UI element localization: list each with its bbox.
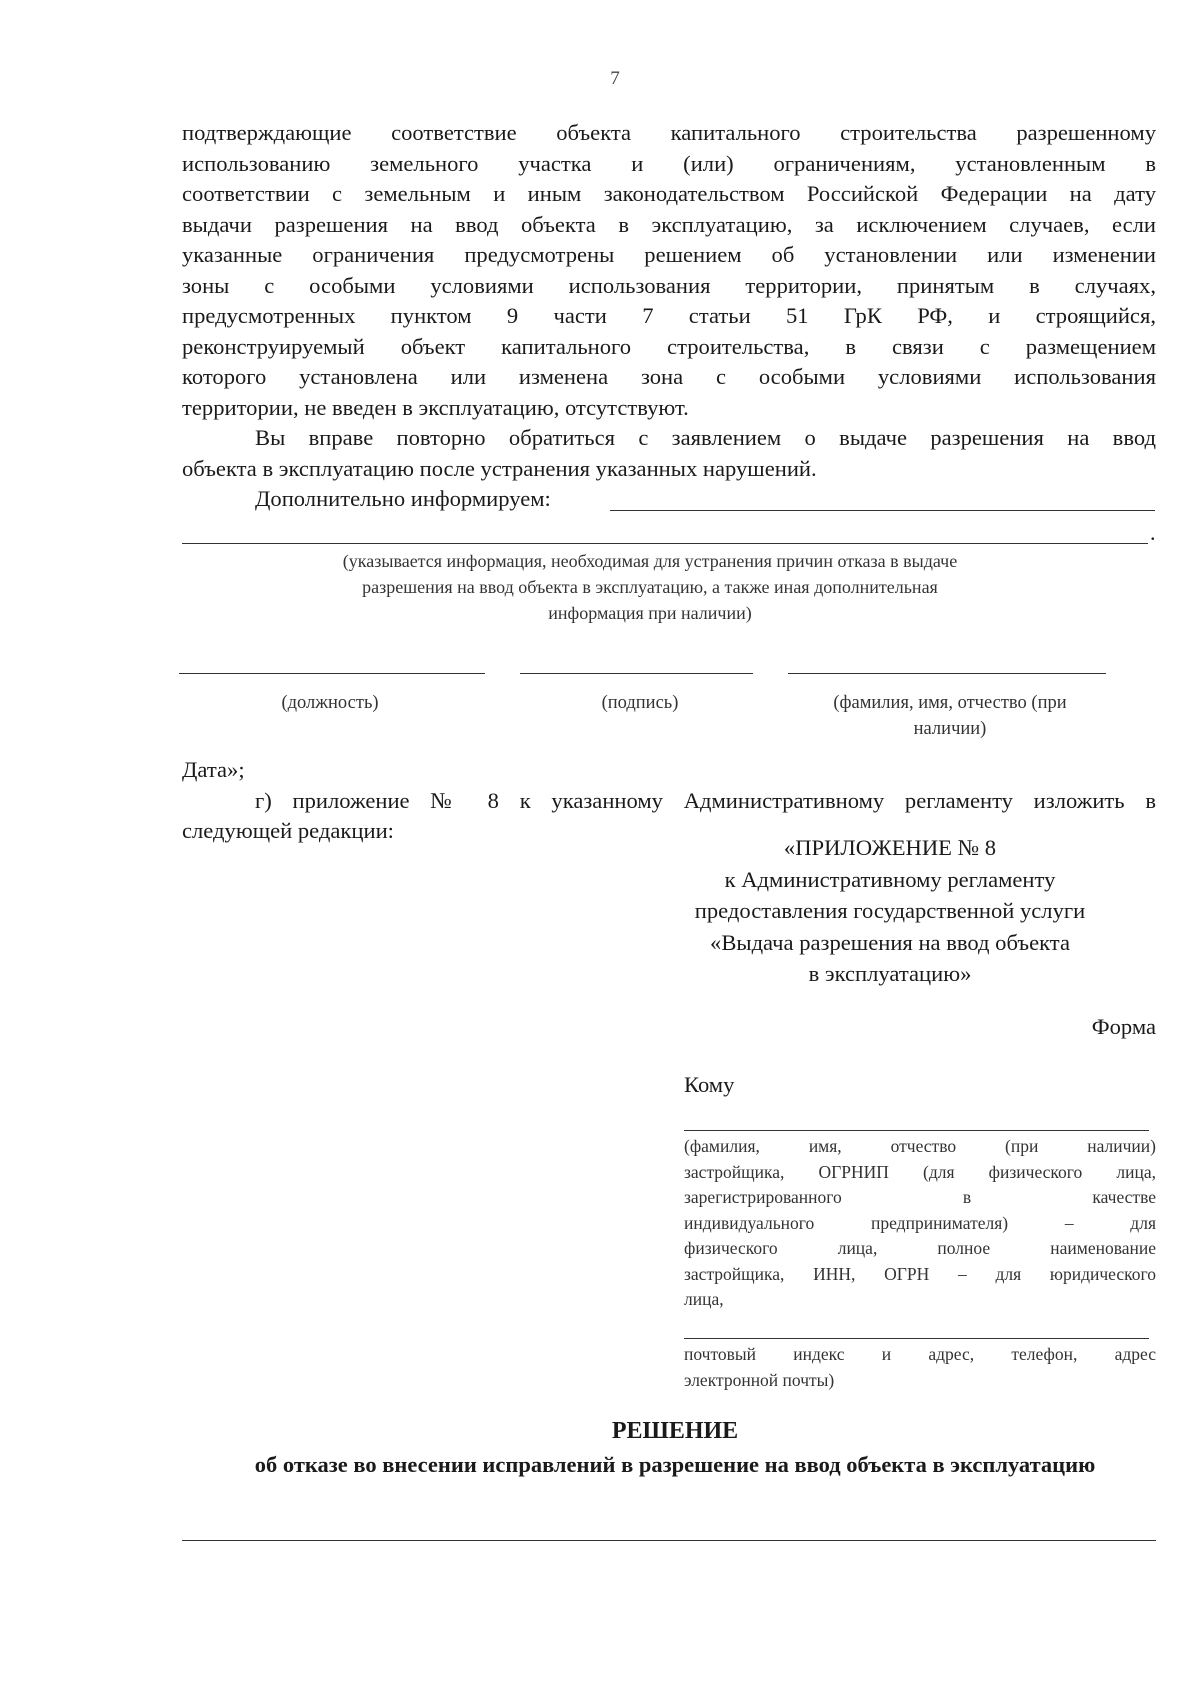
name-caption xyxy=(790,690,1110,742)
note-line: застройщика, ИНН, ОГРН – для юридического xyxy=(684,1263,1156,1284)
appendix-header xyxy=(660,832,1120,990)
appendix-line: к Административному регламенту xyxy=(724,866,1056,892)
appendix-line: предоставления государственной услуги xyxy=(694,898,1086,923)
text-line: г) приложение № 8 к указанному Административному регламенту изложить в xyxy=(255,787,1156,813)
position-caption: (должность) xyxy=(281,693,379,713)
decision-subtitle: об отказе во внесении исправлений в разрешение на ввод объекта в эксплуатацию xyxy=(254,1452,1096,1477)
additional-info-line-2 xyxy=(182,543,1148,544)
caption-line: (фамилия, имя, отчество (при xyxy=(833,693,1067,713)
date-label: Дата»; xyxy=(182,757,245,782)
text-line: зоны с особыми условиями использования территории, принятым в случаях, xyxy=(182,272,1156,298)
recipient-note xyxy=(684,1134,1156,1313)
name-line xyxy=(788,673,1106,674)
text-line: которого установлена или изменена зона с особыми условиями использования xyxy=(182,364,1156,389)
text-line: предусмотренных пунктом 9 части 7 статьи 51 ГрК РФ, и строящийся, xyxy=(182,303,1156,328)
note-line: почтовый индекс и адрес, телефон, адрес xyxy=(684,1344,1156,1364)
decision-fill-line xyxy=(182,1540,1156,1541)
line-end-dot: . xyxy=(1150,520,1156,545)
note-line: зарегистрированного в качестве xyxy=(684,1187,1156,1207)
date-paragraph xyxy=(182,755,1156,786)
additional-info-line-1 xyxy=(610,510,1155,511)
note-line: разрешения на ввод объекта в эксплуатацию, а также иная дополнительная xyxy=(362,577,938,597)
note-line: информация при наличии) xyxy=(548,603,752,623)
caption-line: наличии) xyxy=(913,719,987,739)
text-line: соответствии с земельным и иным законодательством Российской Федерации на дату xyxy=(182,181,1156,206)
page-number: 7 xyxy=(610,68,620,89)
text-line: территории, не введен в эксплуатацию, отсутствуют. xyxy=(182,394,689,420)
recipient-name-line xyxy=(684,1130,1149,1131)
text-line: объекта в эксплуатацию после устранения указанных нарушений. xyxy=(182,455,817,481)
note-line: (указывается информация, необходимая для устранения причин отказа в выдаче xyxy=(342,551,958,571)
signature-line xyxy=(520,673,753,674)
text-line: следующей редакции: xyxy=(182,818,394,843)
signature-caption: (подпись) xyxy=(601,693,679,713)
note-line: электронной почты) xyxy=(684,1369,835,1390)
note-line: физического лица, полное наименование xyxy=(684,1238,1156,1258)
note-line: индивидуального предпринимателя) – для xyxy=(684,1212,1156,1233)
text-line: выдачи разрешения на ввод объекта в эксплуатацию, за исключением случаев, если xyxy=(182,211,1156,237)
text-line: подтверждающие соответствие объекта капитального строительства разрешенному xyxy=(182,120,1156,145)
note-line: застройщика, ОГРНИП (для физического лица, xyxy=(684,1161,1156,1182)
recipient-label: Кому xyxy=(684,1072,735,1097)
text-line: Вы вправе повторно обратиться с заявлением о выдаче разрешения на ввод xyxy=(255,425,1156,450)
appendix-line: «Выдача разрешения на ввод объекта xyxy=(710,929,1070,955)
text-line: использованию земельного участка и (или) ограничениям, установленным в xyxy=(182,150,1156,176)
additional-info-label: Дополнительно информируем: xyxy=(255,486,551,511)
position-line xyxy=(179,673,485,674)
paragraph-conformity xyxy=(182,118,1156,423)
decision-title: РЕШЕНИЕ xyxy=(611,1418,739,1444)
recipient-address-line xyxy=(684,1338,1149,1339)
body-text xyxy=(182,118,1156,515)
info-note xyxy=(230,548,1070,626)
text-line: указанные ограничения предусмотрены решением об установлении или изменении xyxy=(182,242,1156,267)
paragraph-reapply xyxy=(182,423,1156,484)
address-note xyxy=(684,1342,1156,1393)
appendix-line: «ПРИЛОЖЕНИЕ № 8 xyxy=(783,835,997,860)
note-line: (фамилия, имя, отчество (при наличии) xyxy=(684,1136,1156,1156)
note-line: лица, xyxy=(684,1289,724,1309)
form-label: Форма xyxy=(1091,1014,1156,1039)
text-line: реконструируемый объект капитального строительства, в связи с размещением xyxy=(182,333,1156,359)
appendix-line: в эксплуатацию» xyxy=(808,961,972,986)
